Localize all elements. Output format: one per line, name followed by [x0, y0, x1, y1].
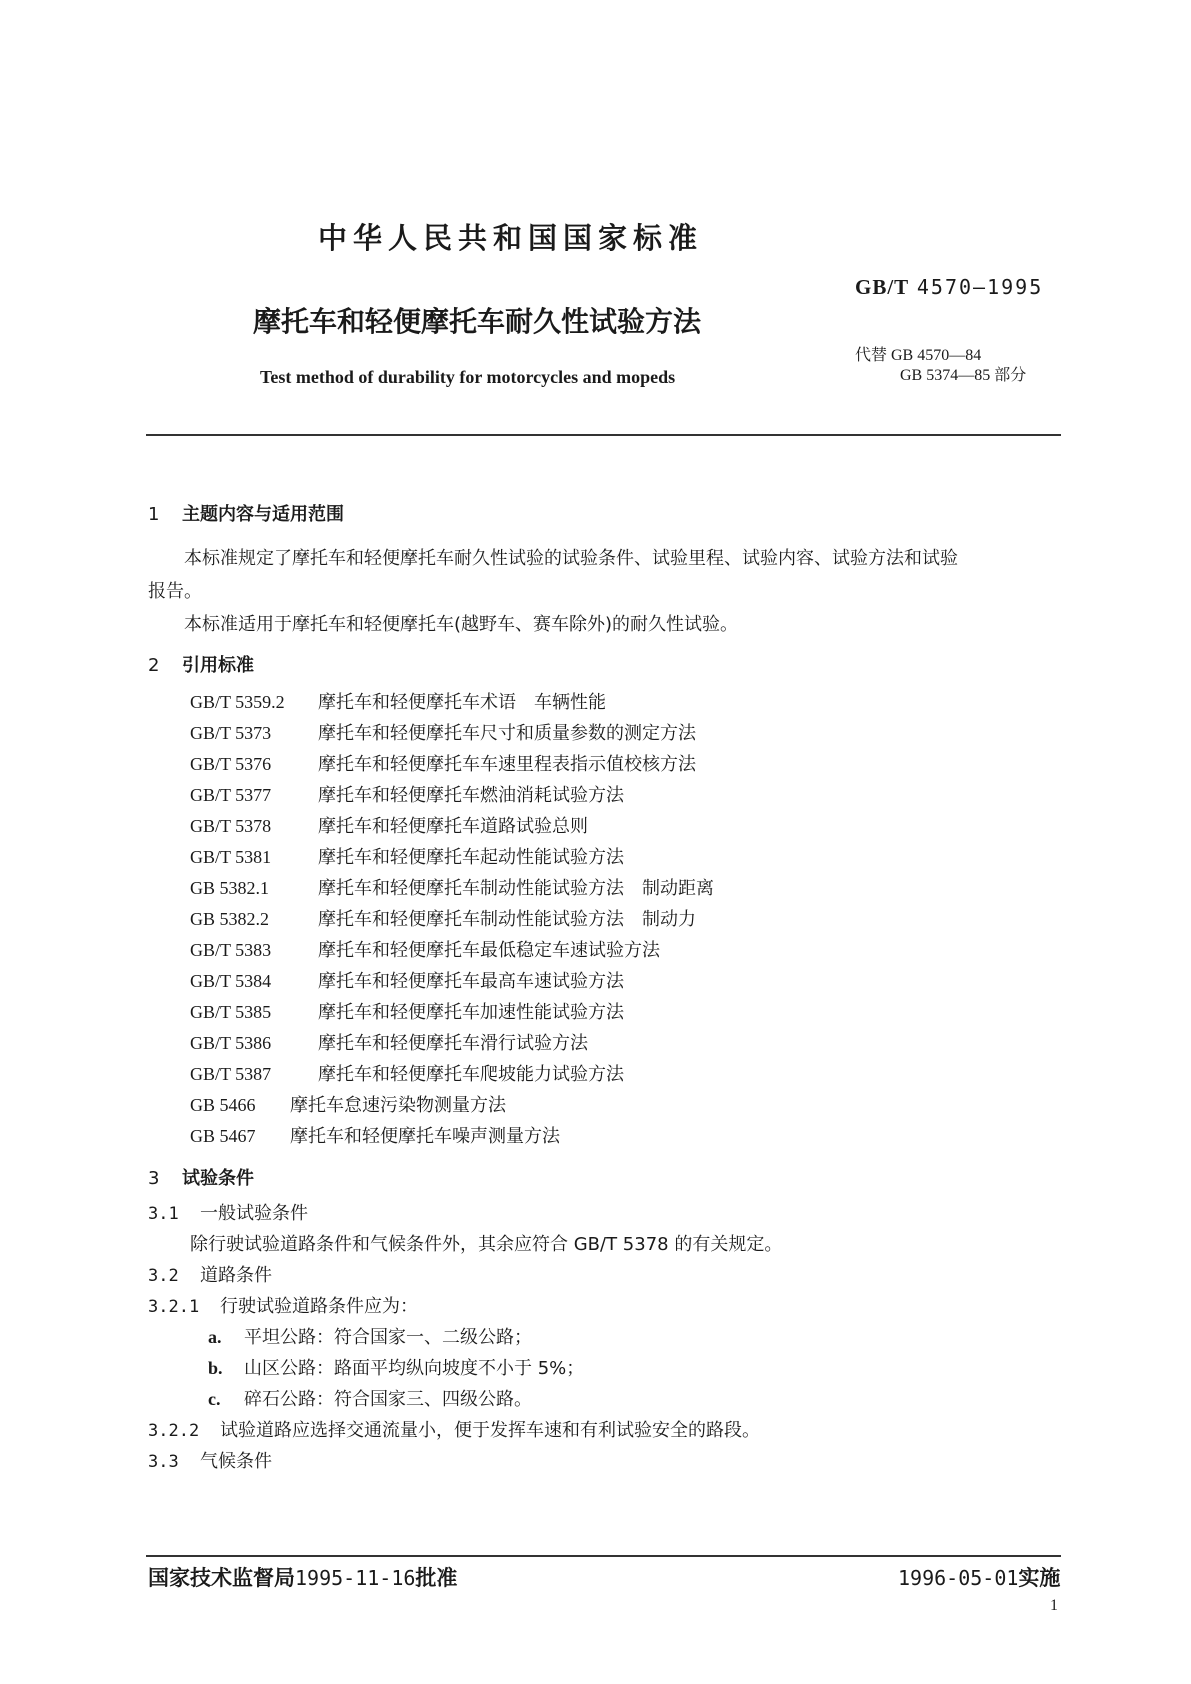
- reference-title: 摩托车和轻便摩托车噪声测量方法: [290, 1126, 560, 1147]
- clause-number: 3.3: [148, 1452, 179, 1472]
- reference-title: 摩托车和轻便摩托车车速里程表指示值校核方法: [318, 754, 696, 775]
- reference-title: 摩托车和轻便摩托车爬坡能力试验方法: [318, 1064, 624, 1085]
- reference-item: [190, 1090, 1068, 1121]
- section-number: 2: [148, 655, 160, 676]
- reference-code: GB/T 5359.2: [190, 692, 285, 712]
- reference-code: GB 5466: [190, 1095, 256, 1115]
- header-divider: [146, 434, 1061, 436]
- standard-prefix: GB/T: [855, 275, 910, 299]
- reference-code: GB/T 5377: [190, 785, 272, 805]
- document-body: [148, 500, 1068, 1477]
- section-3-heading: [148, 1164, 1068, 1194]
- reference-item: [190, 687, 1068, 718]
- reference-item: [190, 749, 1068, 780]
- effective-info: [898, 1562, 1060, 1592]
- item-text: 碎石公路：符合国家三、四级公路。: [244, 1389, 532, 1410]
- item-letter: a.: [208, 1327, 222, 1347]
- section-1-paragraph-1-cont: 报告。: [148, 581, 202, 602]
- reference-code: GB/T 5387: [190, 1064, 272, 1084]
- clause-number: 3.2: [148, 1266, 179, 1286]
- clause-number: 3.2.2: [148, 1421, 200, 1441]
- reference-item: [190, 997, 1068, 1028]
- reference-item: [190, 842, 1068, 873]
- reference-code: GB/T 5373: [190, 723, 272, 743]
- reference-item: [190, 780, 1068, 811]
- reference-title: 摩托车和轻便摩托车最高车速试验方法: [318, 971, 624, 992]
- document-title-en: Test method of durability for motorcycles and mopeds: [260, 367, 676, 387]
- reference-code: GB/T 5383: [190, 940, 272, 960]
- clause-3-2-1: [148, 1291, 1068, 1322]
- reference-list: [190, 687, 1068, 1152]
- approval-info: [148, 1562, 457, 1592]
- item-letter: c.: [208, 1389, 221, 1409]
- national-standard-heading: 中华人民共和国国家标准: [318, 221, 704, 255]
- clause-text: 试验道路应选择交通流量小，便于发挥车速和有利试验安全的路段。: [220, 1420, 760, 1441]
- replaces-line-1: 代替 GB 4570—84: [855, 347, 982, 364]
- reference-item: [190, 718, 1068, 749]
- clause-3-1-text: 除行驶试验道路条件和气候条件外，其余应符合 GB/T 5378 的有关规定。: [190, 1234, 783, 1255]
- clause-3-2: [148, 1260, 1068, 1291]
- reference-code: GB/T 5378: [190, 816, 272, 836]
- section-1-paragraph-2: 本标准适用于摩托车和轻便摩托车(越野车、赛车除外)的耐久性试验。: [184, 614, 739, 635]
- approval-label: 批准: [415, 1566, 458, 1590]
- reference-code: GB/T 5381: [190, 847, 272, 867]
- effective-label: 实施: [1018, 1566, 1061, 1590]
- standard-number: [855, 275, 1043, 300]
- clause-title: 一般试验条件: [200, 1203, 308, 1224]
- list-item: [148, 1384, 1068, 1415]
- reference-title: 摩托车和轻便摩托车制动性能试验方法 制动力: [318, 909, 696, 930]
- document-title-cn: 摩托车和轻便摩托车耐久性试验方法: [253, 305, 702, 338]
- reference-code: GB/T 5386: [190, 1033, 272, 1053]
- approval-date: 1995-11-16: [295, 1566, 416, 1590]
- issuer: 国家技术监督局: [148, 1566, 295, 1590]
- reference-code: GB/T 5376: [190, 754, 272, 774]
- reference-item: [190, 1121, 1068, 1152]
- reference-title: 摩托车和轻便摩托车起动性能试验方法: [318, 847, 624, 868]
- section-number: 1: [148, 504, 160, 525]
- clause-title: 道路条件: [200, 1265, 272, 1286]
- list-item: [148, 1322, 1068, 1353]
- section-number: 3: [148, 1168, 160, 1189]
- reference-code: GB 5382.1: [190, 878, 270, 898]
- section-1-paragraph-1: 本标准规定了摩托车和轻便摩托车耐久性试验的试验条件、试验里程、试验内容、试验方法和试验: [184, 548, 958, 569]
- item-text: 平坦公路：符合国家一、二级公路；: [244, 1327, 532, 1348]
- clause-title: 行驶试验道路条件应为：: [220, 1296, 418, 1317]
- effective-date: 1996-05-01: [898, 1566, 1019, 1590]
- footer-divider: [146, 1555, 1061, 1557]
- reference-item: [190, 811, 1068, 842]
- clause-number: 3.2.1: [148, 1297, 200, 1317]
- reference-item: [190, 904, 1068, 935]
- standard-number-value: 4570—1995: [916, 275, 1044, 299]
- reference-title: 摩托车和轻便摩托车术语 车辆性能: [318, 692, 606, 713]
- clause-title: 气候条件: [200, 1451, 272, 1472]
- reference-title: 摩托车和轻便摩托车加速性能试验方法: [318, 1002, 624, 1023]
- reference-title: 摩托车和轻便摩托车滑行试验方法: [318, 1033, 588, 1054]
- item-text: 山区公路：路面平均纵向坡度不小于 5%；: [244, 1358, 585, 1379]
- section-1-heading: [148, 500, 1068, 530]
- item-letter: b.: [208, 1358, 223, 1378]
- reference-item: [190, 935, 1068, 966]
- reference-item: [190, 1028, 1068, 1059]
- reference-title: 摩托车和轻便摩托车最低稳定车速试验方法: [318, 940, 660, 961]
- reference-title: 摩托车怠速污染物测量方法: [290, 1095, 506, 1116]
- replaces-line-2: GB 5374—85 部分: [900, 367, 1027, 384]
- reference-title: 摩托车和轻便摩托车制动性能试验方法 制动距离: [318, 878, 714, 899]
- reference-title: 摩托车和轻便摩托车燃油消耗试验方法: [318, 785, 624, 806]
- section-2-heading: [148, 651, 1068, 681]
- section-title: 试验条件: [182, 1168, 254, 1189]
- reference-code: GB/T 5384: [190, 971, 272, 991]
- reference-item: [190, 873, 1068, 904]
- clause-3-2-2: [148, 1415, 1068, 1446]
- reference-title: 摩托车和轻便摩托车尺寸和质量参数的测定方法: [318, 723, 696, 744]
- clause-number: 3.1: [148, 1204, 179, 1224]
- clause-3-3: [148, 1446, 1068, 1477]
- reference-code: GB 5382.2: [190, 909, 270, 929]
- section-title: 引用标准: [182, 655, 254, 676]
- list-item: [148, 1353, 1068, 1384]
- page-number: 1: [1050, 1597, 1058, 1614]
- reference-title: 摩托车和轻便摩托车道路试验总则: [318, 816, 588, 837]
- reference-code: GB 5467: [190, 1126, 256, 1146]
- section-title: 主题内容与适用范围: [182, 504, 344, 525]
- clause-3-1: [148, 1198, 1068, 1229]
- reference-code: GB/T 5385: [190, 1002, 272, 1022]
- reference-item: [190, 966, 1068, 997]
- reference-item: [190, 1059, 1068, 1090]
